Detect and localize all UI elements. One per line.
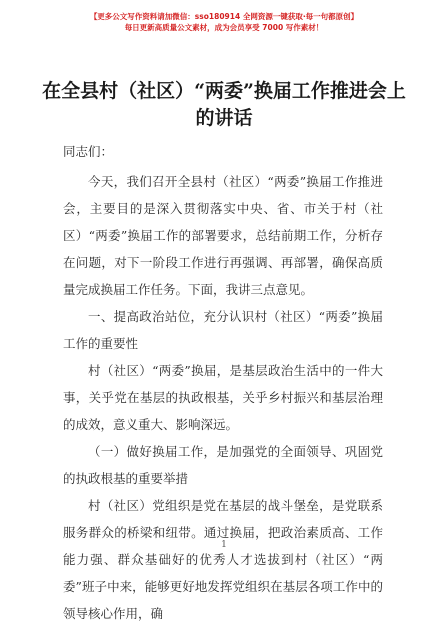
paragraph-intro: 今天，我们召开全县村（社区）“两委”换届工作推进会，主要目的是深入贯彻落实中央、省、市关于村（社区）“两委”换届工作的部署要求，总结前期工作，分析存在问题，对下一阶段工作进行再强调、再部署，确保高质量完成换届工作任务。下面，我讲三点意见。	[63, 174, 383, 297]
promo-banner-line-1: 【更多公文写作资料请加微信：sso180914 全网资源一键获取·每一句都原创】	[89, 12, 359, 21]
promo-banner	[0, 12, 448, 34]
greeting: 同志们：	[63, 144, 114, 159]
section-heading-1: 一、提高政治站位，充分认识村（社区）“两委”换届工作的重要性	[63, 309, 383, 351]
paragraph-party-organization: 村（社区）党组织是党在基层的战斗堡垒，是党联系服务群众的桥梁和纽带。通过换届，把政治素质高、工作能力强、群众基础好的优秀人才选拔到村（社区）“两委”班子中来，能够更好地发挥党组织在基层各项工作中的领导核心作用，确	[63, 498, 383, 621]
document-body	[63, 138, 383, 627]
document-title: 在全县村（社区）“两委”换届工作推进会上的讲话	[42, 80, 406, 129]
subsection-heading-1: （一）做好换届工作，是加强党的全面领导、巩固党的执政根基的重要举措	[63, 444, 383, 486]
page-number: 1	[221, 540, 227, 550]
promo-banner-line-2: 每日更新高质量公文素材，成为会员享受 7000 写作素材！	[124, 23, 324, 32]
paragraph-significance: 村（社区）“两委”换届，是基层政治生活中的一件大事，关乎党在基层的执政根基，关乎乡村振兴和基层治理的成效，意义重大、影响深远。	[63, 363, 383, 432]
